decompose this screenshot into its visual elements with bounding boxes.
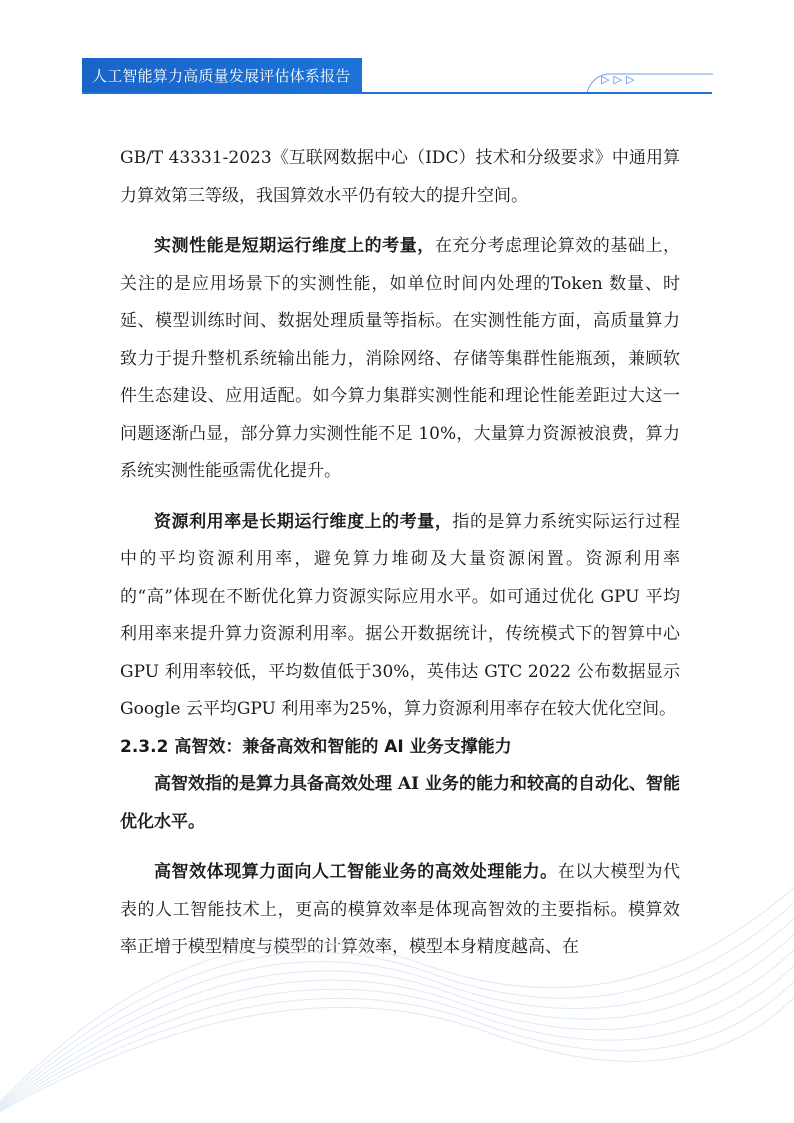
paragraph-2-text: 在充分考虑理论算效的基础上，关注的是应用场景下的实测性能，如单位时间内处理的Token 数量、时延、模型训练时间、数据处理质量等指标。在实测性能方面，高质量算力致力于提升整机系统输出能力，消除网络、存储等集群性能瓶颈，兼顾软件生态建设、应用适配。如今算力集群实测性能和理论性能差距过大这一问题逐渐凸显，部分算力实测性能不足 10%，大量算力资源被浪费，算力系统实测性能亟需优化提升。 <box>120 236 681 481</box>
section-heading: 2.3.2 高智效：兼备高效和智能的 AI 业务支撑能力 <box>120 736 512 757</box>
paragraph-5-lead: 高智效体现算力面向人工智能业务的高效处理能力。 <box>154 862 558 882</box>
paragraph-5-text: 在以大模型为代表的人工智能技术上，更高的模算效率是体现高智效的主要指标。模算效率正增于模型精度与模型的计算效率，模型本身精度越高、在 <box>120 862 681 957</box>
paragraph-5 <box>120 854 680 967</box>
paragraph-3-lead: 资源利用率是长期运行维度上的考量， <box>154 511 453 532</box>
arrow-right-icon: ▷▷▷ <box>601 73 639 86</box>
paragraph-4-lead: 高智效指的是算力具备高效处理 AI 业务的能力和较高的自动化、智能优化水平。 <box>120 774 680 832</box>
paragraph-3 <box>120 504 680 729</box>
paragraph-1: GB/T 43331-2023《互联网数据中心（IDC）技术和分级要求》中通用算力算效第三等级，我国算效水平仍有较大的提升空间。 <box>120 148 680 206</box>
page-body <box>120 140 680 967</box>
paragraph-2 <box>120 228 680 491</box>
header-decoration <box>585 70 715 94</box>
paragraph-2-lead: 实测性能是短期运行维度上的考量， <box>154 236 435 256</box>
paragraph-3-text: 指的是算力系统实际运行过程中的平均资源利用率，避免算力堆砌及大量资源闲置。资源利用率的“高”体现在不断优化算力资源实际应用水平。如可通过优化 GPU 平均利用率来提升算力资源利用率。据公开数据统计，传统模式下的智算中心 GPU 利用率较低，平均数值低于30%，英伟达 GTC 2022 公布数据显示 Google 云平均GPU 利用率为25%，算力资源利用率存在较大优化空间。 <box>120 511 681 719</box>
paragraph-4 <box>120 766 680 841</box>
report-header-banner <box>82 58 362 92</box>
report-title: 人工智能算力高质量发展评估体系报告 <box>92 67 351 85</box>
